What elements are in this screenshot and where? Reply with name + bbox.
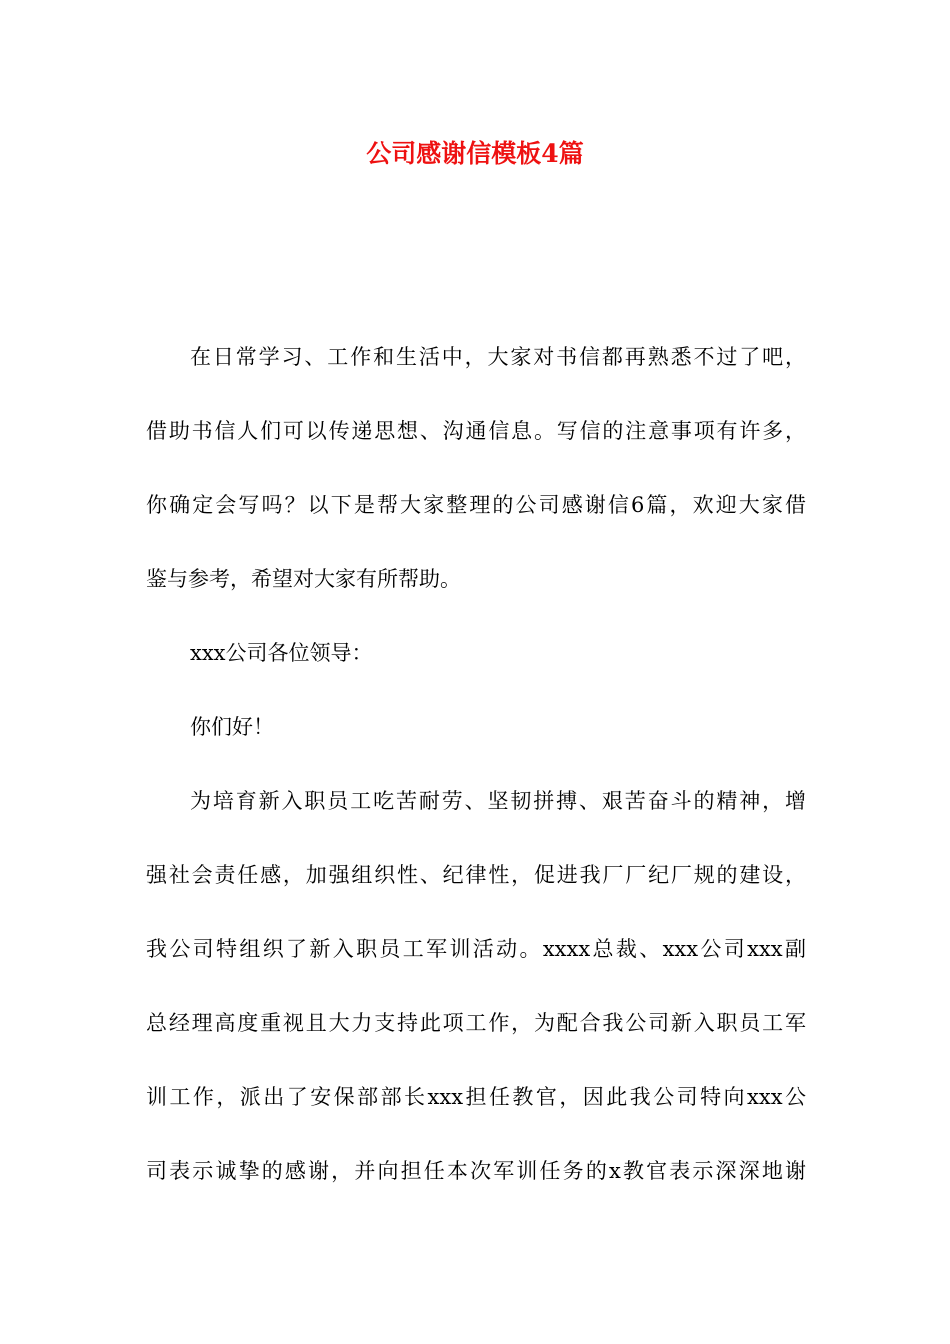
document-title: 公司感谢信模板4篇 — [366, 139, 584, 168]
salutation: xxx公司各位领导： — [190, 641, 373, 665]
intro-line: 你确定会写吗？以下是帮大家整理的公司感谢信6篇，欢迎大家借 — [146, 493, 806, 517]
body-line: 训工作，派出了安保部部长xxx担任教官，因此我公司特向xxx公 — [146, 1085, 806, 1109]
intro-line: 鉴与参考，希望对大家有所帮助。 — [146, 567, 461, 591]
intro-line: 借助书信人们可以传递思想、沟通信息。写信的注意事项有许多， — [146, 419, 806, 443]
body-line: 强社会责任感，加强组织性、纪律性，促进我厂厂纪厂规的建设， — [146, 863, 806, 887]
body-line: 我公司特组织了新入职员工军训活动。xxxx总裁、xxx公司xxx副 — [146, 937, 806, 961]
greeting: 你们好！ — [190, 715, 274, 739]
document-body — [146, 320, 806, 1208]
body-line: 为培育新入职员工吃苦耐劳、坚韧拼搏、艰苦奋斗的精神，增 — [190, 789, 806, 813]
intro-line: 在日常学习、工作和生活中，大家对书信都再熟悉不过了吧， — [190, 345, 806, 369]
body-line: 总经理高度重视且大力支持此项工作，为配合我公司新入职员工军 — [146, 1011, 806, 1035]
body-line: 司表示诚挚的感谢，并向担任本次军训任务的x教官表示深深地谢 — [146, 1159, 806, 1183]
